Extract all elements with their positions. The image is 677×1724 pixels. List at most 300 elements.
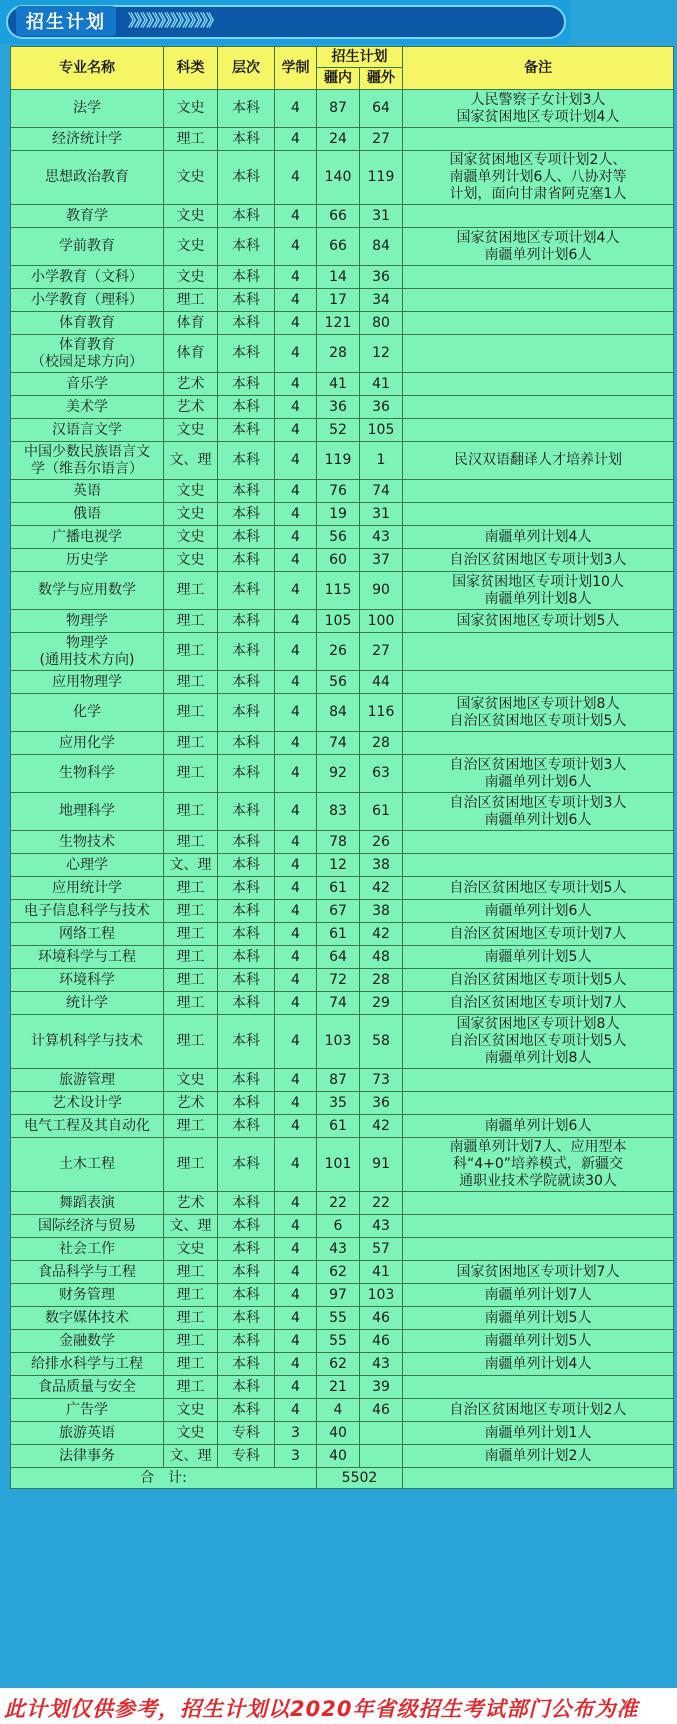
table-row (11, 480, 674, 503)
cell-outside: 1 (360, 442, 403, 480)
cell-outside: 42 (360, 1115, 403, 1138)
cell-level: 本科 (218, 1015, 275, 1069)
cell-major: 物理学 (11, 610, 164, 633)
cell-note: 自治区贫困地区专项计划7人 (403, 923, 674, 946)
cell-note: 南疆单列计划5人 (403, 1330, 674, 1353)
cell-inside: 41 (317, 373, 360, 396)
disclaimer-bar (0, 1688, 677, 1724)
header-years: 学制 (275, 47, 317, 90)
cell-note: 自治区贫困地区专项计划5人 (403, 969, 674, 992)
cell-major: 汉语言文学 (11, 419, 164, 442)
cell-category: 理工 (164, 1307, 218, 1330)
cell-years: 4 (275, 1238, 317, 1261)
cell-years: 4 (275, 128, 317, 151)
cell-note (403, 1192, 674, 1215)
cell-inside: 115 (317, 572, 360, 610)
cell-category: 理工 (164, 1015, 218, 1069)
cell-inside: 35 (317, 1092, 360, 1115)
cell-years: 4 (275, 1330, 317, 1353)
cell-level: 本科 (218, 671, 275, 694)
cell-category: 理工 (164, 694, 218, 732)
cell-category: 理工 (164, 1353, 218, 1376)
cell-level: 本科 (218, 831, 275, 854)
cell-major: 小学教育（理科） (11, 289, 164, 312)
cell-years: 4 (275, 151, 317, 205)
cell-category: 理工 (164, 289, 218, 312)
cell-note (403, 205, 674, 228)
cell-category: 理工 (164, 610, 218, 633)
banner-arrows: 》》》》》》》》》》》》》》 (128, 11, 221, 30)
cell-outside: 46 (360, 1307, 403, 1330)
cell-outside: 100 (360, 610, 403, 633)
cell-category: 文史 (164, 526, 218, 549)
cell-category: 体育 (164, 312, 218, 335)
cell-level: 专科 (218, 1422, 275, 1445)
cell-note: 国家贫困地区专项计划5人 (403, 610, 674, 633)
cell-major: 学前教育 (11, 228, 164, 266)
cell-inside: 43 (317, 1238, 360, 1261)
cell-note: 国家贫困地区专项计划7人 (403, 1261, 674, 1284)
cell-major: 艺术设计学 (11, 1092, 164, 1115)
cell-category: 理工 (164, 969, 218, 992)
cell-years: 4 (275, 1284, 317, 1307)
table-row (11, 1261, 674, 1284)
cell-inside: 66 (317, 228, 360, 266)
cell-outside: 27 (360, 633, 403, 671)
cell-outside: 28 (360, 732, 403, 755)
cell-category: 理工 (164, 946, 218, 969)
cell-major: 体育教育 （校园足球方向） (11, 335, 164, 373)
table-row (11, 90, 674, 128)
cell-level: 本科 (218, 442, 275, 480)
cell-years: 4 (275, 1138, 317, 1192)
cell-inside: 97 (317, 1284, 360, 1307)
cell-category: 文史 (164, 503, 218, 526)
cell-level: 本科 (218, 1115, 275, 1138)
cell-note (403, 1376, 674, 1399)
cell-inside: 12 (317, 854, 360, 877)
table-row (11, 1399, 674, 1422)
cell-years: 4 (275, 572, 317, 610)
cell-level: 本科 (218, 90, 275, 128)
cell-years: 4 (275, 1069, 317, 1092)
cell-years: 4 (275, 1376, 317, 1399)
cell-major: 应用统计学 (11, 877, 164, 900)
cell-note (403, 1092, 674, 1115)
cell-years: 4 (275, 854, 317, 877)
cell-note: 国家贫困地区专项计划8人 自治区贫困地区专项计划5人 (403, 694, 674, 732)
cell-years: 4 (275, 694, 317, 732)
cell-note (403, 1215, 674, 1238)
cell-years: 4 (275, 969, 317, 992)
cell-level: 本科 (218, 266, 275, 289)
cell-outside: 27 (360, 128, 403, 151)
cell-note (403, 503, 674, 526)
table-row (11, 228, 674, 266)
cell-note (403, 732, 674, 755)
cell-level: 本科 (218, 373, 275, 396)
cell-note: 南疆单列计划1人 (403, 1422, 674, 1445)
cell-level: 本科 (218, 228, 275, 266)
cell-note (403, 396, 674, 419)
cell-major: 电气工程及其自动化 (11, 1115, 164, 1138)
cell-major: 统计学 (11, 992, 164, 1015)
cell-inside: 101 (317, 1138, 360, 1192)
cell-level: 本科 (218, 1192, 275, 1215)
cell-years: 4 (275, 1307, 317, 1330)
table-row (11, 694, 674, 732)
cell-major: 土木工程 (11, 1138, 164, 1192)
cell-category: 理工 (164, 1138, 218, 1192)
cell-major: 环境科学与工程 (11, 946, 164, 969)
table-row (11, 1215, 674, 1238)
header-category: 科类 (164, 47, 218, 90)
cell-category: 理工 (164, 992, 218, 1015)
cell-category: 理工 (164, 1330, 218, 1353)
cell-inside: 56 (317, 526, 360, 549)
header-level: 层次 (218, 47, 275, 90)
table-row (11, 1307, 674, 1330)
cell-inside: 83 (317, 793, 360, 831)
cell-major: 数学与应用数学 (11, 572, 164, 610)
cell-level: 本科 (218, 877, 275, 900)
table-row (11, 1445, 674, 1468)
table-row (11, 1376, 674, 1399)
cell-years: 4 (275, 442, 317, 480)
cell-inside: 17 (317, 289, 360, 312)
cell-years: 4 (275, 312, 317, 335)
cell-years: 4 (275, 266, 317, 289)
cell-major: 英语 (11, 480, 164, 503)
cell-category: 理工 (164, 923, 218, 946)
cell-major: 美术学 (11, 396, 164, 419)
cell-category: 文史 (164, 549, 218, 572)
cell-note: 南疆单列计划7人、应用型本 科“4+0”培养模式，新疆交 通职业技术学院就读30人 (403, 1138, 674, 1192)
enrollment-table (10, 46, 674, 1489)
cell-major: 心理学 (11, 854, 164, 877)
header-plan: 招生计划 (317, 47, 403, 68)
table-row (11, 992, 674, 1015)
cell-outside: 63 (360, 755, 403, 793)
cell-category: 理工 (164, 128, 218, 151)
table-row (11, 503, 674, 526)
cell-note: 南疆单列计划5人 (403, 946, 674, 969)
cell-inside: 62 (317, 1261, 360, 1284)
cell-category: 文史 (164, 228, 218, 266)
cell-major: 俄语 (11, 503, 164, 526)
table-row (11, 831, 674, 854)
cell-inside: 55 (317, 1307, 360, 1330)
table-row (11, 900, 674, 923)
cell-inside: 26 (317, 633, 360, 671)
cell-inside: 121 (317, 312, 360, 335)
cell-major: 应用物理学 (11, 671, 164, 694)
cell-inside: 24 (317, 128, 360, 151)
cell-inside: 4 (317, 1399, 360, 1422)
cell-major: 思想政治教育 (11, 151, 164, 205)
table-row (11, 1138, 674, 1192)
cell-outside: 61 (360, 793, 403, 831)
cell-category: 理工 (164, 1261, 218, 1284)
table-row (11, 205, 674, 228)
cell-level: 专科 (218, 1445, 275, 1468)
cell-outside: 105 (360, 419, 403, 442)
cell-major: 法学 (11, 90, 164, 128)
cell-years: 4 (275, 396, 317, 419)
cell-level: 本科 (218, 923, 275, 946)
table-row (11, 1115, 674, 1138)
table-row (11, 419, 674, 442)
cell-note (403, 671, 674, 694)
table-row (11, 877, 674, 900)
cell-note: 国家贫困地区专项计划4人 南疆单列计划6人 (403, 228, 674, 266)
cell-years: 4 (275, 335, 317, 373)
cell-outside: 57 (360, 1238, 403, 1261)
cell-level: 本科 (218, 572, 275, 610)
cell-category: 理工 (164, 1115, 218, 1138)
table-row (11, 1422, 674, 1445)
table-row (11, 969, 674, 992)
cell-years: 4 (275, 793, 317, 831)
cell-outside: 80 (360, 312, 403, 335)
cell-note: 自治区贫困地区专项计划3人 南疆单列计划6人 (403, 793, 674, 831)
cell-outside: 36 (360, 396, 403, 419)
cell-level: 本科 (218, 854, 275, 877)
table-row (11, 373, 674, 396)
cell-note (403, 1069, 674, 1092)
cell-level: 本科 (218, 900, 275, 923)
cell-inside: 14 (317, 266, 360, 289)
table-row (11, 633, 674, 671)
cell-note: 自治区贫困地区专项计划2人 (403, 1399, 674, 1422)
cell-level: 本科 (218, 335, 275, 373)
table-row (11, 923, 674, 946)
cell-outside: 36 (360, 1092, 403, 1115)
total-label: 合 计: (11, 1468, 317, 1489)
cell-inside: 74 (317, 992, 360, 1015)
cell-level: 本科 (218, 312, 275, 335)
cell-category: 文、理 (164, 1215, 218, 1238)
table-row (11, 755, 674, 793)
cell-level: 本科 (218, 128, 275, 151)
cell-years: 4 (275, 526, 317, 549)
table-row (11, 151, 674, 205)
cell-level: 本科 (218, 755, 275, 793)
cell-outside: 103 (360, 1284, 403, 1307)
cell-note: 国家贫困地区专项计划10人 南疆单列计划8人 (403, 572, 674, 610)
cell-major: 历史学 (11, 549, 164, 572)
cell-category: 文史 (164, 480, 218, 503)
cell-category: 艺术 (164, 396, 218, 419)
cell-inside: 40 (317, 1422, 360, 1445)
cell-outside: 42 (360, 923, 403, 946)
cell-outside: 58 (360, 1015, 403, 1069)
cell-category: 理工 (164, 900, 218, 923)
cell-major: 网络工程 (11, 923, 164, 946)
cell-years: 4 (275, 755, 317, 793)
cell-note: 自治区贫困地区专项计划3人 (403, 549, 674, 572)
cell-note (403, 831, 674, 854)
cell-note (403, 854, 674, 877)
cell-outside: 90 (360, 572, 403, 610)
cell-level: 本科 (218, 480, 275, 503)
cell-major: 电子信息科学与技术 (11, 900, 164, 923)
cell-outside: 116 (360, 694, 403, 732)
cell-major: 旅游英语 (11, 1422, 164, 1445)
table-row (11, 854, 674, 877)
cell-category: 艺术 (164, 1192, 218, 1215)
cell-note: 南疆单列计划4人 (403, 526, 674, 549)
cell-level: 本科 (218, 1215, 275, 1238)
cell-major: 给排水科学与工程 (11, 1353, 164, 1376)
cell-level: 本科 (218, 1138, 275, 1192)
cell-years: 4 (275, 923, 317, 946)
header-outside: 疆外 (360, 68, 403, 90)
cell-level: 本科 (218, 1261, 275, 1284)
table-row (11, 1192, 674, 1215)
cell-outside: 74 (360, 480, 403, 503)
table-row (11, 1330, 674, 1353)
cell-note: 南疆单列计划7人 (403, 1284, 674, 1307)
section-banner (0, 0, 570, 44)
cell-inside: 87 (317, 1069, 360, 1092)
cell-category: 文史 (164, 1422, 218, 1445)
cell-inside: 105 (317, 610, 360, 633)
cell-level: 本科 (218, 992, 275, 1015)
cell-years: 4 (275, 732, 317, 755)
cell-inside: 61 (317, 877, 360, 900)
table-row (11, 1015, 674, 1069)
cell-note: 南疆单列计划2人 (403, 1445, 674, 1468)
cell-years: 4 (275, 549, 317, 572)
cell-inside: 56 (317, 671, 360, 694)
table-row (11, 793, 674, 831)
cell-level: 本科 (218, 396, 275, 419)
cell-category: 文史 (164, 1069, 218, 1092)
cell-level: 本科 (218, 1330, 275, 1353)
cell-note: 自治区贫困地区专项计划3人 南疆单列计划6人 (403, 755, 674, 793)
cell-outside: 28 (360, 969, 403, 992)
cell-category: 文、理 (164, 854, 218, 877)
cell-years: 4 (275, 503, 317, 526)
cell-category: 艺术 (164, 373, 218, 396)
cell-outside: 37 (360, 549, 403, 572)
cell-category: 艺术 (164, 1092, 218, 1115)
header-major: 专业名称 (11, 47, 164, 90)
cell-years: 4 (275, 419, 317, 442)
cell-category: 文史 (164, 205, 218, 228)
cell-level: 本科 (218, 633, 275, 671)
cell-category: 文史 (164, 1238, 218, 1261)
cell-category: 文史 (164, 90, 218, 128)
cell-major: 法律事务 (11, 1445, 164, 1468)
cell-note (403, 266, 674, 289)
cell-category: 文史 (164, 266, 218, 289)
cell-category: 文、理 (164, 442, 218, 480)
cell-inside: 78 (317, 831, 360, 854)
table-row (11, 572, 674, 610)
cell-major: 体育教育 (11, 312, 164, 335)
cell-category: 理工 (164, 1284, 218, 1307)
table-row (11, 312, 674, 335)
cell-outside: 34 (360, 289, 403, 312)
cell-years: 4 (275, 1399, 317, 1422)
cell-years: 4 (275, 946, 317, 969)
cell-years: 4 (275, 480, 317, 503)
cell-note: 民汉双语翻译人才培养计划 (403, 442, 674, 480)
cell-note: 南疆单列计划6人 (403, 900, 674, 923)
cell-major: 广告学 (11, 1399, 164, 1422)
cell-inside: 74 (317, 732, 360, 755)
table-row (11, 442, 674, 480)
cell-years: 4 (275, 831, 317, 854)
cell-outside: 31 (360, 503, 403, 526)
cell-inside: 19 (317, 503, 360, 526)
cell-category: 理工 (164, 755, 218, 793)
table-row (11, 128, 674, 151)
cell-level: 本科 (218, 946, 275, 969)
cell-inside: 119 (317, 442, 360, 480)
cell-years: 3 (275, 1422, 317, 1445)
cell-major: 计算机科学与技术 (11, 1015, 164, 1069)
cell-outside: 44 (360, 671, 403, 694)
cell-outside: 73 (360, 1069, 403, 1092)
cell-inside: 28 (317, 335, 360, 373)
cell-note: 国家贫困地区专项计划8人 自治区贫困地区专项计划5人 南疆单列计划8人 (403, 1015, 674, 1069)
cell-outside: 22 (360, 1192, 403, 1215)
cell-outside: 43 (360, 526, 403, 549)
cell-years: 3 (275, 1445, 317, 1468)
cell-note (403, 312, 674, 335)
cell-inside: 87 (317, 90, 360, 128)
cell-outside: 39 (360, 1376, 403, 1399)
cell-level: 本科 (218, 969, 275, 992)
cell-major: 食品质量与安全 (11, 1376, 164, 1399)
cell-years: 4 (275, 1192, 317, 1215)
cell-inside: 36 (317, 396, 360, 419)
cell-level: 本科 (218, 610, 275, 633)
cell-major: 社会工作 (11, 1238, 164, 1261)
cell-outside: 43 (360, 1353, 403, 1376)
cell-major: 生物技术 (11, 831, 164, 854)
section-title: 招生计划 (16, 6, 116, 36)
cell-inside: 61 (317, 923, 360, 946)
cell-inside: 103 (317, 1015, 360, 1069)
cell-level: 本科 (218, 732, 275, 755)
cell-category: 体育 (164, 335, 218, 373)
cell-note: 自治区贫困地区专项计划5人 (403, 877, 674, 900)
cell-outside: 31 (360, 205, 403, 228)
cell-category: 文、理 (164, 1445, 218, 1468)
cell-inside: 84 (317, 694, 360, 732)
cell-years: 4 (275, 1015, 317, 1069)
cell-years: 4 (275, 610, 317, 633)
table-row (11, 671, 674, 694)
cell-note (403, 633, 674, 671)
cell-major: 教育学 (11, 205, 164, 228)
cell-major: 国际经济与贸易 (11, 1215, 164, 1238)
cell-category: 文史 (164, 1399, 218, 1422)
cell-inside: 67 (317, 900, 360, 923)
cell-major: 音乐学 (11, 373, 164, 396)
cell-major: 物理学 (通用技术方向) (11, 633, 164, 671)
table-body (11, 90, 674, 1468)
cell-note: 国家贫困地区专项计划2人、 南疆单列计划6人、八协对等 计划，面向甘肃省阿克塞1人 (403, 151, 674, 205)
cell-inside: 22 (317, 1192, 360, 1215)
cell-note (403, 128, 674, 151)
cell-major: 数字媒体技术 (11, 1307, 164, 1330)
cell-note (403, 335, 674, 373)
